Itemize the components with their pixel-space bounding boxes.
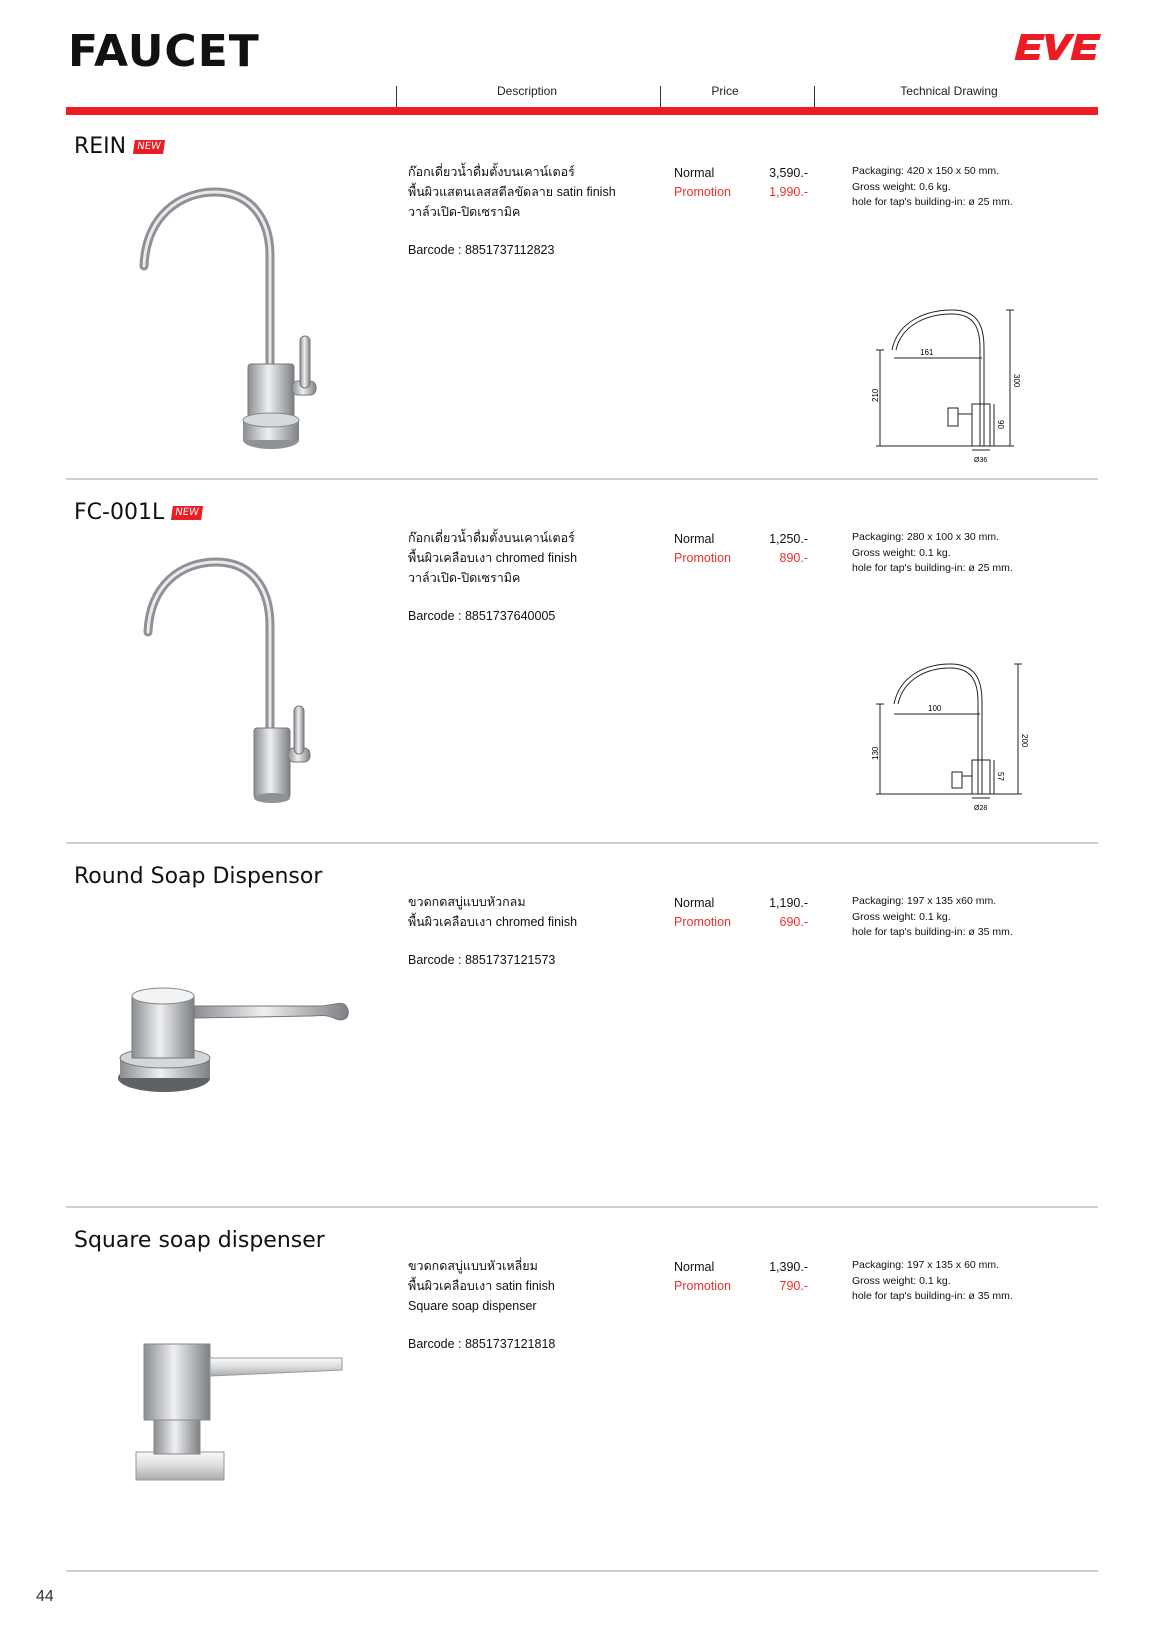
page-number: 44 xyxy=(36,1588,54,1605)
section-divider xyxy=(66,1206,1098,1208)
drawing-dim-spout: 210 xyxy=(871,388,880,402)
technical-specs xyxy=(852,894,1092,941)
price-values xyxy=(760,894,808,932)
spec-line: hole for tap's building-in: ø 35 mm. xyxy=(852,1290,1013,1302)
square-soap-dispenser-photo xyxy=(120,1336,360,1486)
product-name-round-soap-dispensor: Round Soap Dispensor xyxy=(74,864,323,889)
promotion-price: 790.- xyxy=(779,1279,808,1293)
product-name-text: REIN xyxy=(74,134,127,159)
price-values xyxy=(760,164,808,202)
new-badge: NEW xyxy=(133,140,165,154)
drawing-dim-width: 100 xyxy=(928,704,942,713)
technical-specs xyxy=(852,530,1092,577)
spec-line: Packaging: 280 x 100 x 30 mm. xyxy=(852,531,1000,543)
column-header-description: Description xyxy=(496,84,558,98)
spec-line: hole for tap's building-in: ø 25 mm. xyxy=(852,562,1013,574)
drawing-dim-height: 200 xyxy=(1020,734,1029,748)
desc-line: พื้นผิวแสตนเลสสตีลขัดลาย satin finish xyxy=(408,185,616,199)
desc-line: พื้นผิวเคลือบเงา chromed finish xyxy=(408,915,578,929)
desc-line: วาล์วเปิด-ปิดเซรามิค xyxy=(408,571,521,585)
section-divider xyxy=(66,478,1098,480)
promotion-price-label: Promotion xyxy=(674,915,731,929)
spec-line: Packaging: 197 x 135 x 60 mm. xyxy=(852,1259,1000,1271)
product-description xyxy=(408,162,658,260)
desc-line: ก๊อกเดี่ยวน้ำดื่มตั้งบนเคาน์เตอร์ xyxy=(408,531,575,545)
product-name-square-soap-dispenser: Square soap dispenser xyxy=(74,1228,325,1253)
barcode: Barcode : 8851737640005 xyxy=(408,609,556,623)
barcode: Barcode : 8851737121818 xyxy=(408,1337,556,1351)
column-header-technical-drawing: Technical Drawing xyxy=(900,84,998,98)
eve-logo xyxy=(1014,30,1098,64)
desc-line: ขวดกดสบู่แบบหัวกลม xyxy=(408,895,526,909)
barcode: Barcode : 8851737112823 xyxy=(408,243,555,257)
price-labels xyxy=(674,894,764,932)
product-name-text: FC-001L xyxy=(74,500,165,525)
spec-line: Gross weight: 0.1 kg. xyxy=(852,910,951,923)
normal-price: 1,250.- xyxy=(769,532,808,546)
drawing-dim-height: 300 xyxy=(1012,374,1021,388)
promotion-price-label: Promotion xyxy=(674,551,731,565)
product-name-fc-001l xyxy=(74,502,202,524)
faucet-photo xyxy=(120,546,360,806)
new-badge: NEW xyxy=(171,506,203,520)
normal-price-label: Normal xyxy=(674,1260,715,1274)
spec-line: Gross weight: 0.6 kg. xyxy=(852,180,951,193)
header-red-bar xyxy=(66,107,1098,115)
promotion-price: 890.- xyxy=(779,551,808,565)
product-description xyxy=(408,892,658,970)
section-divider xyxy=(66,1570,1098,1572)
normal-price: 1,390.- xyxy=(769,1260,808,1274)
spec-line: hole for tap's building-in: ø 35 mm. xyxy=(852,926,1013,938)
drawing-dim-base: 90 xyxy=(996,420,1005,429)
price-values xyxy=(760,530,808,568)
spec-line: Gross weight: 0.1 kg. xyxy=(852,1274,951,1287)
drawing-dim-diameter: Ø28 xyxy=(974,805,988,812)
desc-line: พื้นผิวเคลือบเงา chromed finish xyxy=(408,551,578,565)
desc-line: ก๊อกเดี่ยวน้ำดื่มตั้งบนเคาน์เตอร์ xyxy=(408,165,575,179)
normal-price: 1,190.- xyxy=(769,896,808,910)
spec-line: Gross weight: 0.1 kg. xyxy=(852,546,951,559)
technical-specs xyxy=(852,1258,1092,1305)
drawing-dim-width: 161 xyxy=(920,348,934,357)
spec-line: Packaging: 420 x 150 x 50 mm. xyxy=(852,165,1000,177)
product-name-rein xyxy=(74,136,164,158)
desc-line: วาล์วเปิด-ปิดเซรามิค xyxy=(408,205,521,219)
promotion-price-label: Promotion xyxy=(674,185,731,199)
column-header-price: Price xyxy=(711,84,739,98)
normal-price-label: Normal xyxy=(674,532,715,546)
faucet-photo xyxy=(120,176,360,456)
price-labels xyxy=(674,530,764,568)
drawing-dim-spout: 130 xyxy=(871,746,880,760)
promotion-price-label: Promotion xyxy=(674,1279,731,1293)
technical-drawing xyxy=(871,308,1040,474)
barcode: Barcode : 8851737121573 xyxy=(408,953,556,967)
desc-line: ขวดกดสบู่แบบหัวเหลี่ยม xyxy=(408,1259,538,1273)
product-description xyxy=(408,1256,658,1354)
section-divider xyxy=(66,842,1098,844)
normal-price-label: Normal xyxy=(674,896,715,910)
technical-specs xyxy=(852,164,1092,211)
normal-price: 3,590.- xyxy=(769,166,808,180)
spec-line: hole for tap's building-in: ø 25 mm. xyxy=(852,196,1013,208)
round-soap-dispenser-photo xyxy=(120,966,360,1106)
promotion-price: 1,990.- xyxy=(769,185,808,199)
desc-line: Square soap dispenser xyxy=(408,1299,537,1313)
price-labels xyxy=(674,164,764,202)
price-labels xyxy=(674,1258,764,1296)
page-title: FAUCET xyxy=(68,26,260,77)
price-values xyxy=(760,1258,808,1296)
technical-drawing xyxy=(871,660,1040,826)
normal-price-label: Normal xyxy=(674,166,715,180)
drawing-dim-diameter: Ø36 xyxy=(974,457,988,464)
promotion-price: 690.- xyxy=(779,915,808,929)
spec-line: Packaging: 197 x 135 x60 mm. xyxy=(852,895,997,907)
product-description xyxy=(408,528,658,626)
drawing-dim-base: 57 xyxy=(996,772,1005,781)
desc-line: พื้นผิวเคลือบเงา satin finish xyxy=(408,1279,555,1293)
